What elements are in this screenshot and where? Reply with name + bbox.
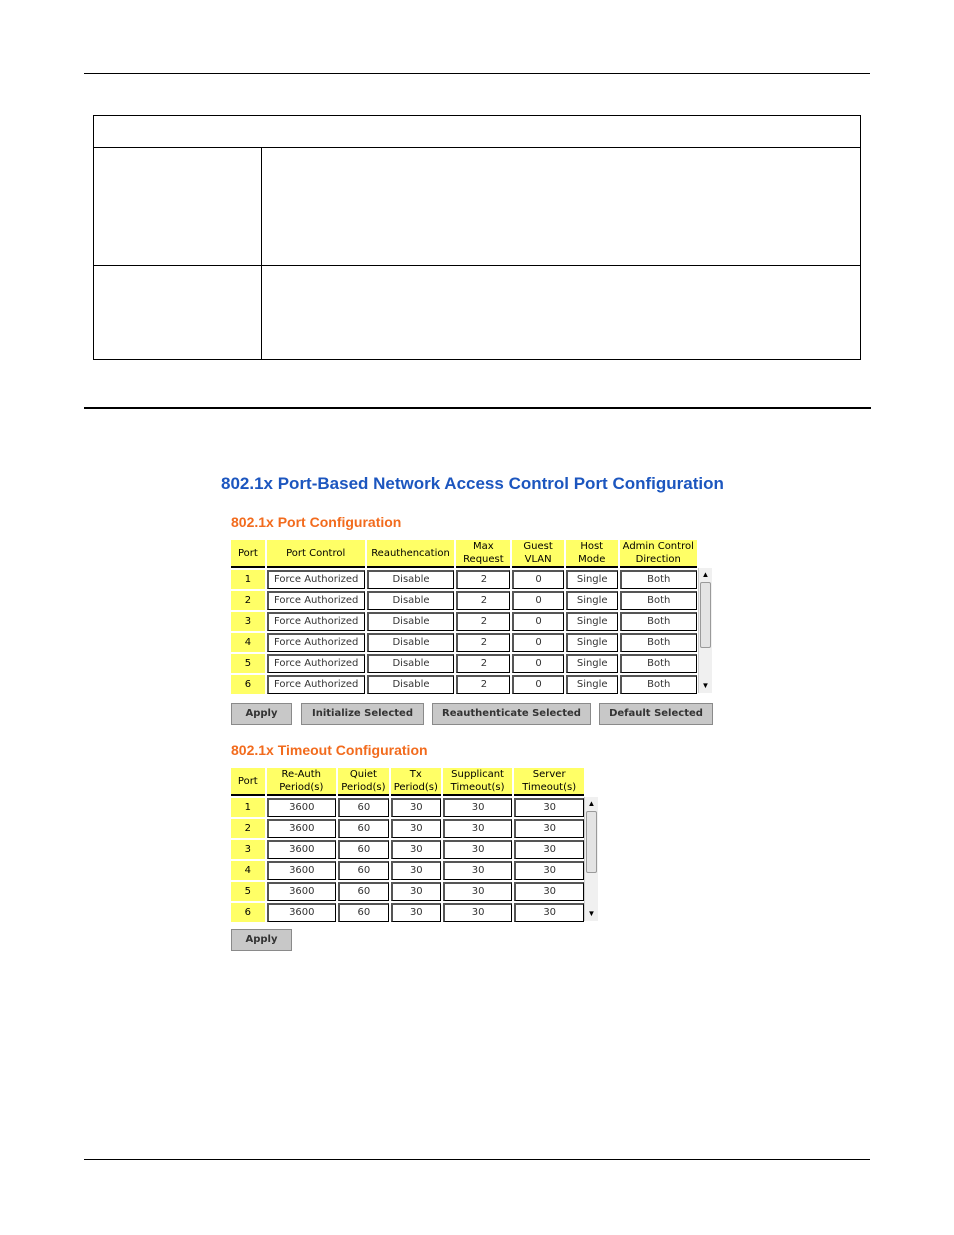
- quiet-period-input[interactable]: 60: [338, 798, 389, 817]
- quiet-period-cell: [338, 861, 389, 880]
- section-rule: [84, 407, 871, 409]
- max-request-cell: [456, 654, 510, 673]
- host-mode-select-input[interactable]: Single: [566, 570, 618, 589]
- quiet-period-input[interactable]: 60: [338, 903, 389, 922]
- admin-direction-select-cell: [620, 591, 697, 610]
- reauth-period-input[interactable]: 3600: [267, 882, 336, 901]
- admin-direction-select-input[interactable]: Both: [620, 654, 697, 673]
- reauth-select-input[interactable]: Disable: [367, 633, 455, 652]
- admin-direction-select-cell: [620, 675, 697, 694]
- reauth-select-cell: [367, 633, 455, 652]
- supplicant-timeout-cell: [443, 798, 513, 817]
- tx-period-header: Tx Period(s): [391, 768, 441, 796]
- scroll-thumb[interactable]: [586, 811, 597, 873]
- quiet-period-input[interactable]: 60: [338, 861, 389, 880]
- port-header: Port: [231, 540, 265, 568]
- guest-vlan-header: Guest VLAN: [512, 540, 564, 568]
- table-row: [231, 675, 697, 694]
- guest-vlan-input[interactable]: 0: [512, 612, 564, 631]
- server-timeout-header: Server Timeout(s): [514, 768, 584, 796]
- footer-rule: [84, 1159, 870, 1160]
- scroll-thumb[interactable]: [700, 582, 711, 648]
- supplicant-timeout-input[interactable]: 30: [443, 903, 513, 922]
- port-table-scrollbar[interactable]: [698, 568, 712, 693]
- host-mode-select-input[interactable]: Single: [566, 633, 618, 652]
- reauth-period-cell: [267, 798, 336, 817]
- supplicant-timeout-cell: [443, 840, 513, 859]
- tx-period-cell: [391, 903, 441, 922]
- server-timeout-cell: [514, 840, 584, 859]
- table-row: [231, 819, 584, 838]
- description-table: [93, 115, 861, 360]
- server-timeout-input[interactable]: 30: [514, 861, 584, 880]
- quiet-period-cell: [338, 840, 389, 859]
- supplicant-timeout-input[interactable]: 30: [443, 798, 513, 817]
- guest-vlan-cell: [512, 654, 564, 673]
- port-control-select-input[interactable]: Force Authorized: [267, 570, 365, 589]
- port-control-select-input[interactable]: Force Authorized: [267, 591, 365, 610]
- table-row: [231, 633, 697, 652]
- table-row: [231, 591, 697, 610]
- host-mode-header: Host Mode: [566, 540, 618, 568]
- table-row: [231, 570, 697, 589]
- port-number: 2: [231, 819, 265, 838]
- reauth-select-input[interactable]: Disable: [367, 612, 455, 631]
- table-row: [231, 861, 584, 880]
- server-timeout-input[interactable]: 30: [514, 840, 584, 859]
- server-timeout-cell: [514, 861, 584, 880]
- tx-period-input[interactable]: 30: [391, 903, 441, 922]
- reauth-period-cell: [267, 861, 336, 880]
- quiet-period-input[interactable]: 60: [338, 882, 389, 901]
- reauthenticate-selected-button[interactable]: Reauthenticate Selected: [432, 703, 591, 725]
- port-number: 5: [231, 654, 265, 673]
- max-request-cell: [456, 612, 510, 631]
- reauth-period-cell: [267, 903, 336, 922]
- admin-direction-select-cell: [620, 654, 697, 673]
- admin-direction-select-cell: [620, 612, 697, 631]
- table-row: [231, 840, 584, 859]
- admin-direction-header: Admin Control Direction: [620, 540, 697, 568]
- port-number: 6: [231, 675, 265, 694]
- scroll-up-icon[interactable]: ▲: [587, 799, 596, 808]
- host-mode-select-input[interactable]: Single: [566, 591, 618, 610]
- supplicant-timeout-input[interactable]: 30: [443, 840, 513, 859]
- server-timeout-input[interactable]: 30: [514, 903, 584, 922]
- max-request-input[interactable]: 2: [456, 675, 510, 694]
- quiet-period-input[interactable]: 60: [338, 819, 389, 838]
- guest-vlan-input[interactable]: 0: [512, 570, 564, 589]
- reauth-period-cell: [267, 882, 336, 901]
- admin-direction-select-cell: [620, 633, 697, 652]
- port-control-select-input[interactable]: Force Authorized: [267, 654, 365, 673]
- guest-vlan-input[interactable]: 0: [512, 633, 564, 652]
- max-request-cell: [456, 675, 510, 694]
- quiet-period-cell: [338, 882, 389, 901]
- port-control-select-cell: [267, 633, 365, 652]
- description-table-row: [94, 148, 860, 266]
- reauth-period-input[interactable]: 3600: [267, 861, 336, 880]
- admin-direction-select-input[interactable]: Both: [620, 612, 697, 631]
- tx-period-cell: [391, 882, 441, 901]
- supplicant-timeout-header: Supplicant Timeout(s): [443, 768, 513, 796]
- scroll-down-icon[interactable]: ▼: [701, 681, 710, 690]
- host-mode-select-input[interactable]: Single: [566, 675, 618, 694]
- tx-period-cell: [391, 840, 441, 859]
- page-title: 802.1x Port-Based Network Access Control Port Configuration: [221, 474, 724, 493]
- port-number: 1: [231, 798, 265, 817]
- admin-direction-select-input[interactable]: Both: [620, 675, 697, 694]
- port-header: Port: [231, 768, 265, 796]
- guest-vlan-cell: [512, 591, 564, 610]
- guest-vlan-input[interactable]: 0: [512, 675, 564, 694]
- port-number: 3: [231, 840, 265, 859]
- table-row: [231, 882, 584, 901]
- host-mode-select-input[interactable]: Single: [566, 612, 618, 631]
- description-table-column-divider: [261, 148, 262, 360]
- reauth-select-cell: [367, 591, 455, 610]
- guest-vlan-cell: [512, 633, 564, 652]
- host-mode-select-cell: [566, 570, 618, 589]
- port-number: 6: [231, 903, 265, 922]
- max-request-cell: [456, 591, 510, 610]
- server-timeout-input[interactable]: 30: [514, 882, 584, 901]
- table-row: [231, 612, 697, 631]
- tx-period-input[interactable]: 30: [391, 861, 441, 880]
- reauth-select-cell: [367, 675, 455, 694]
- server-timeout-cell: [514, 819, 584, 838]
- initialize-selected-button[interactable]: Initialize Selected: [301, 703, 424, 725]
- port-control-select-input[interactable]: Force Authorized: [267, 612, 365, 631]
- reauth-period-header: Re-Auth Period(s): [267, 768, 336, 796]
- header-rule: [84, 73, 870, 74]
- host-mode-select-cell: [566, 591, 618, 610]
- guest-vlan-cell: [512, 675, 564, 694]
- port-control-select-cell: [267, 570, 365, 589]
- port-control-select-input[interactable]: Force Authorized: [267, 675, 365, 694]
- reauth-select-input[interactable]: Disable: [367, 675, 455, 694]
- tx-period-input[interactable]: 30: [391, 840, 441, 859]
- timeout-table-scrollbar[interactable]: [584, 797, 598, 921]
- max-request-cell: [456, 633, 510, 652]
- reauth-header: Reauthencation: [367, 540, 455, 568]
- host-mode-select-cell: [566, 633, 618, 652]
- quiet-period-header: Quiet Period(s): [338, 768, 389, 796]
- max-request-input[interactable]: 2: [456, 654, 510, 673]
- reauth-select-cell: [367, 570, 455, 589]
- server-timeout-cell: [514, 798, 584, 817]
- max-request-header: Max Request: [456, 540, 510, 568]
- table-row: [231, 903, 584, 922]
- quiet-period-input[interactable]: 60: [338, 840, 389, 859]
- guest-vlan-input[interactable]: 0: [512, 654, 564, 673]
- reauth-select-input[interactable]: Disable: [367, 570, 455, 589]
- apply-button[interactable]: Apply: [231, 703, 292, 725]
- port-control-select-cell: [267, 675, 365, 694]
- table-row: [231, 798, 584, 817]
- reauth-select-cell: [367, 612, 455, 631]
- max-request-input[interactable]: 2: [456, 591, 510, 610]
- default-selected-button[interactable]: Default Selected: [599, 703, 713, 725]
- admin-direction-select-input[interactable]: Both: [620, 570, 697, 589]
- supplicant-timeout-cell: [443, 882, 513, 901]
- quiet-period-cell: [338, 798, 389, 817]
- admin-direction-select-input[interactable]: Both: [620, 633, 697, 652]
- port-control-select-input[interactable]: Force Authorized: [267, 633, 365, 652]
- supplicant-timeout-input[interactable]: 30: [443, 819, 513, 838]
- guest-vlan-input[interactable]: 0: [512, 591, 564, 610]
- timeout-config-table: [229, 766, 586, 924]
- port-config-table: [229, 538, 699, 696]
- server-timeout-cell: [514, 903, 584, 922]
- server-timeout-cell: [514, 882, 584, 901]
- supplicant-timeout-cell: [443, 819, 513, 838]
- port-control-select-cell: [267, 591, 365, 610]
- quiet-period-cell: [338, 903, 389, 922]
- reauth-select-cell: [367, 654, 455, 673]
- host-mode-select-cell: [566, 654, 618, 673]
- tx-period-cell: [391, 798, 441, 817]
- port-number: 4: [231, 633, 265, 652]
- port-number: 5: [231, 882, 265, 901]
- admin-direction-select-cell: [620, 570, 697, 589]
- supplicant-timeout-input[interactable]: 30: [443, 882, 513, 901]
- table-row: [231, 654, 697, 673]
- reauth-period-input[interactable]: 3600: [267, 798, 336, 817]
- reauth-period-cell: [267, 819, 336, 838]
- guest-vlan-cell: [512, 612, 564, 631]
- timeout-apply-button[interactable]: Apply: [231, 929, 292, 951]
- max-request-input[interactable]: 2: [456, 633, 510, 652]
- max-request-cell: [456, 570, 510, 589]
- tx-period-cell: [391, 861, 441, 880]
- server-timeout-input[interactable]: 30: [514, 798, 584, 817]
- reauth-select-input[interactable]: Disable: [367, 654, 455, 673]
- port-number: 2: [231, 591, 265, 610]
- port-number: 3: [231, 612, 265, 631]
- quiet-period-cell: [338, 819, 389, 838]
- host-mode-select-input[interactable]: Single: [566, 654, 618, 673]
- timeout-config-title: 802.1x Timeout Configuration: [231, 742, 428, 758]
- reauth-period-input[interactable]: 3600: [267, 840, 336, 859]
- port-number: 4: [231, 861, 265, 880]
- reauth-period-input[interactable]: 3600: [267, 903, 336, 922]
- reauth-period-cell: [267, 840, 336, 859]
- supplicant-timeout-input[interactable]: 30: [443, 861, 513, 880]
- description-table-header-row: [94, 116, 860, 148]
- server-timeout-input[interactable]: 30: [514, 819, 584, 838]
- admin-direction-select-input[interactable]: Both: [620, 591, 697, 610]
- host-mode-select-cell: [566, 612, 618, 631]
- tx-period-input[interactable]: 30: [391, 882, 441, 901]
- supplicant-timeout-cell: [443, 903, 513, 922]
- reauth-period-input[interactable]: 3600: [267, 819, 336, 838]
- port-control-select-cell: [267, 654, 365, 673]
- scroll-up-icon[interactable]: ▲: [701, 570, 710, 579]
- port-control-select-cell: [267, 612, 365, 631]
- supplicant-timeout-cell: [443, 861, 513, 880]
- max-request-input[interactable]: 2: [456, 612, 510, 631]
- guest-vlan-cell: [512, 570, 564, 589]
- description-table-row: [94, 266, 860, 359]
- max-request-input[interactable]: 2: [456, 570, 510, 589]
- tx-period-cell: [391, 819, 441, 838]
- port-config-title: 802.1x Port Configuration: [231, 514, 402, 530]
- tx-period-input[interactable]: 30: [391, 798, 441, 817]
- port-control-header: Port Control: [267, 540, 365, 568]
- port-number: 1: [231, 570, 265, 589]
- host-mode-select-cell: [566, 675, 618, 694]
- reauth-select-input[interactable]: Disable: [367, 591, 455, 610]
- scroll-down-icon[interactable]: ▼: [587, 909, 596, 918]
- tx-period-input[interactable]: 30: [391, 819, 441, 838]
